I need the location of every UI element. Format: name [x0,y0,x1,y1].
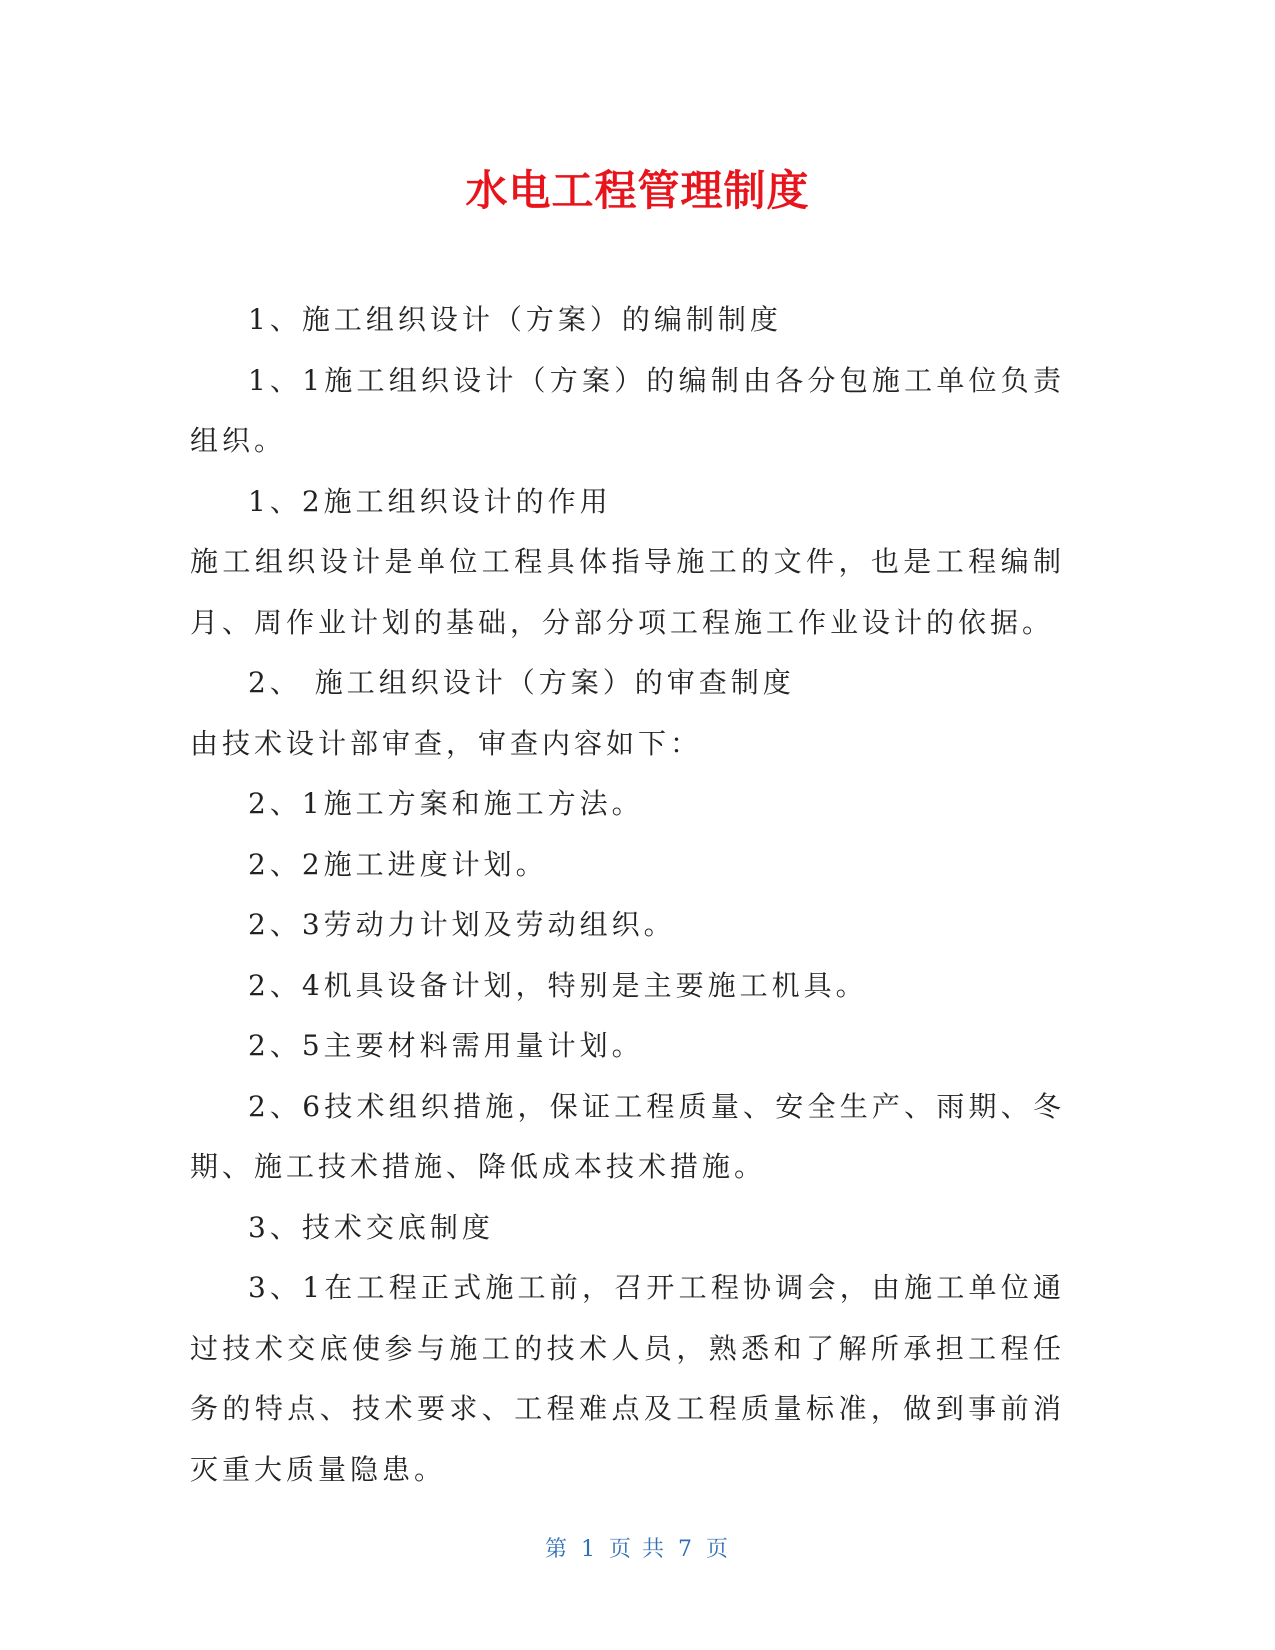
footer-suffix: 页 [706,1537,731,1562]
footer-prefix: 第 [544,1537,569,1562]
paragraph: 1、1施工组织设计（方案）的编制由各分包施工单位负责组织。 [190,363,1065,457]
document-body [190,290,1065,1500]
paragraph: 2、4机具设备计划，特别是主要施工机具。 [248,968,868,1002]
paragraph: 由技术设计部审查，审查内容如下： [190,726,703,760]
paragraph: 1、2施工组织设计的作用 [248,484,612,518]
paragraph: 3、技术交底制度 [248,1210,494,1244]
paragraph: 1、施工组织设计（方案）的编制制度 [248,303,782,336]
footer-middle: 页 共 [609,1537,666,1562]
paragraph: 2、5主要材料需用量计划。 [248,1029,644,1062]
paragraph: 2、6技术组织措施，保证工程质量、安全生产、雨期、冬期、施工技术措施、降低成本技术措施。 [190,1089,1065,1183]
paragraph: 2、2施工进度计划。 [248,847,548,881]
paragraph: 2、3劳动力计划及劳动组织。 [248,908,676,941]
page-title: 水电工程管理制度 [465,166,810,215]
page-footer [0,1532,1275,1563]
paragraph: 2、 施工组织设计（方案）的审查制度 [248,666,795,699]
total-pages-number: 7 [678,1537,694,1562]
paragraph: 2、1施工方案和施工方法。 [248,787,644,820]
paragraph: 3、1在工程正式施工前，召开工程协调会，由施工单位通过技术交底使参与施工的技术人员，熟悉和了解所承担工程任务的特点、技术要求、工程难点及工程质量标准，做到事前消灭重大质量隐患。 [190,1271,1065,1486]
current-page-number: 1 [581,1537,597,1562]
paragraph: 施工组织设计是单位工程具体指导施工的文件，也是工程编制月、周作业计划的基础，分部分项工程施工作业设计的依据。 [190,545,1065,639]
